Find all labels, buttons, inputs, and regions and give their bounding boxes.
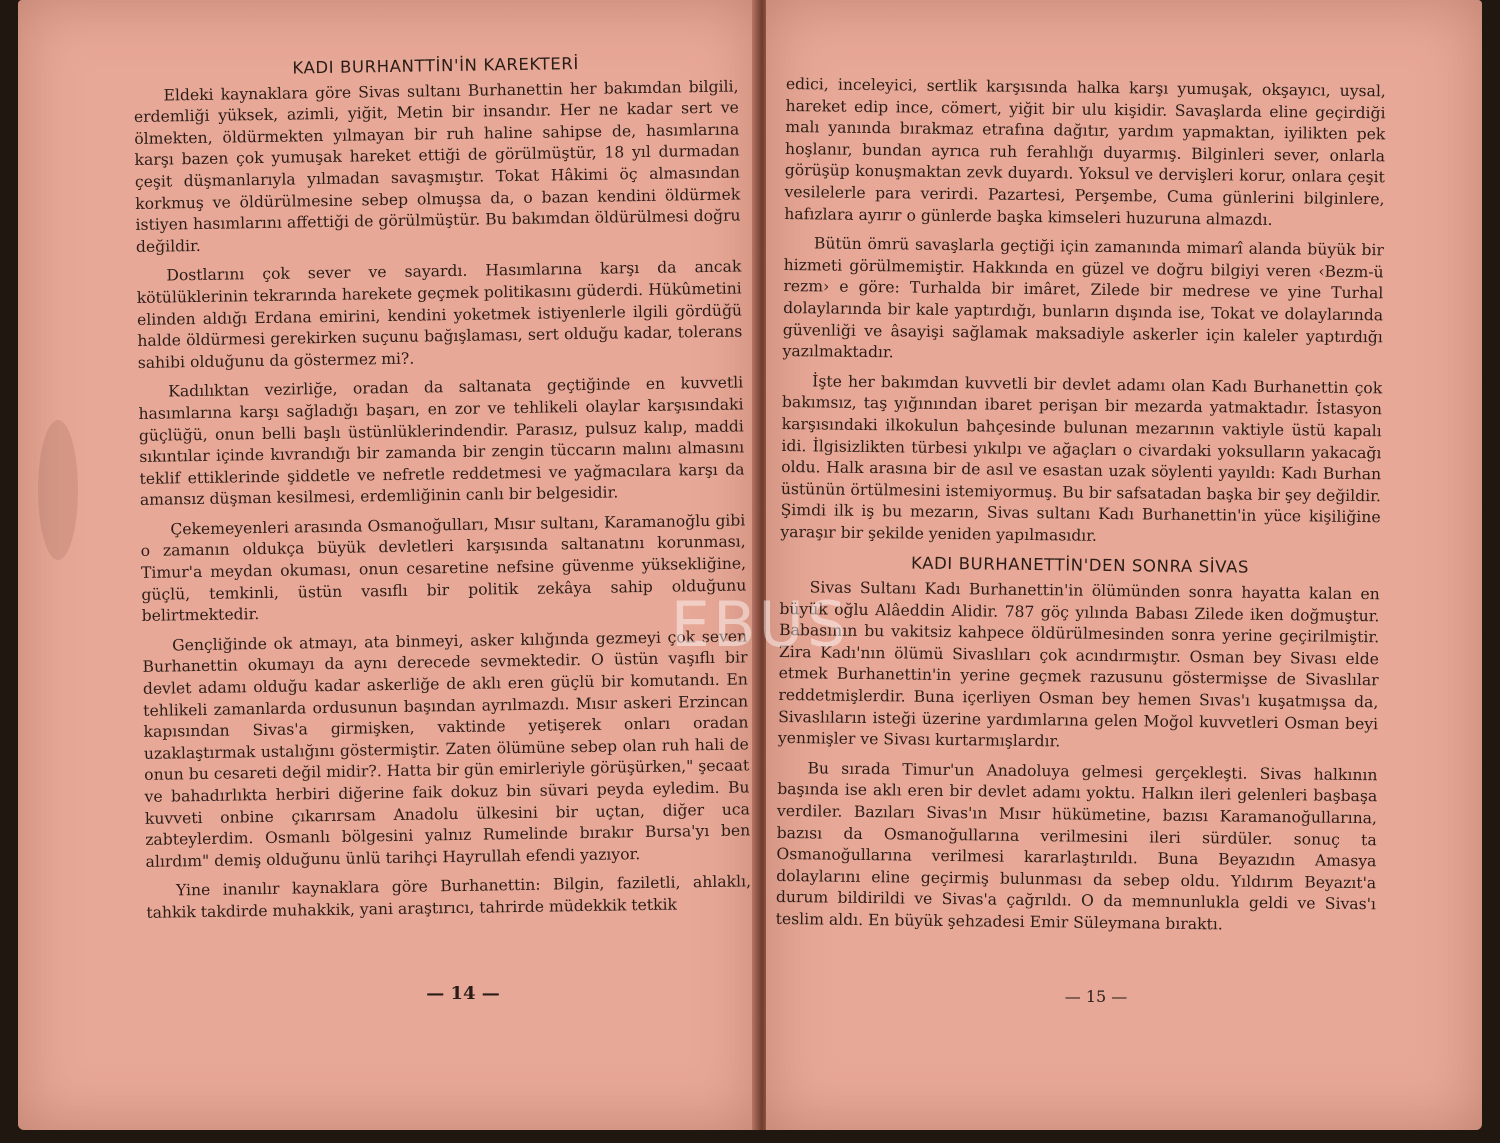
paragraph: Sivas Sultanı Kadı Burhanettin'in ölümünden sonra hayatta kalan en büyük oğlu Alâeddin Alidir. 787 göç yılında Babası Zilede iken doğmuştur. Babasının bu vakitsiz kahpece öldürülmesinden sonra yerine geçirilmiştir. Zira Kadı'nın ölümü Sivaslıları çok acındırmıştır. Osman bey Sivası elde etmek Burhanettin'in yerine geçmek razusunu göstermişse de Sivaslılar reddetmişlerdir. Buna içerliyen Osman bey hemen Sıvas'ı kuşatmışsa da, Sivaslıların isteği üzerine yardımlarına gelen Moğol kuvvetleri Osman beyi yenmişler ve Sivası kurtarmışlardır. — [777, 578, 1380, 751]
paragraph: Bütün ömrü savaşlarla geçtiği için zamanında mimarî alanda büyük bir hizmeti görülmemiştir. Hakkında en güzel ve doğru bilgiyi veren ‹Bezm-ü rezm› e göre: Turhalda bir imâret, Zilede bir medrese ve yine Turhal dolaylarında bir kale yaptırdığı, bunların dışında ise, Tokat ve dolaylarında güvenliği ve âsayişi sağlamak maksadiyle askerler için kaleler yaptırdığı yazılmaktadır. — [782, 234, 1384, 362]
left-page-text — [133, 50, 752, 932]
page-stain — [38, 420, 78, 560]
paragraph: İşte her bakımdan kuvvetli bir devlet adamı olan Kadı Burhanettin çok bakımsız, taş yığınından ibaret perişan bir mezarda yatmaktadır. İstasyon karşısındaki ilkokulun bahçesinde bulunan mezarının vaktiyle üstü kapalı idi. İlgisizlikten türbesi yıkılpı ve ağaçları o civardaki yoksulların yakacağı oldu. Halk arasına bir de asıl ve esastan uzak söylenti yayıldı: Kadı Burhan üstünün örtülmesini istemiyormuş. Bu bir safsatadan başka bir şey değildir. Şimdi ilk iş bu mezarın, Sivas sultanı Kadı Burhanettin'in yüce kişiliğine yaraşır bir şekilde yeniden yapılmasıdır. — [780, 372, 1383, 545]
paragraph: Bu sırada Timur'un Anadoluya gelmesi gerçekleşti. Sivas halkının başında ise aklı eren bir devlet adamı yoktu. Halkın ileri gelenleri başbaşa verdiler. Bazıları Sivas'ın Mısır hükümetine, bazısı Karamanoğullarına, bazısı da Osmanoğullarına verilmesini ileri sürdüler. sonuç ta Osmanoğullarına verilmesi kararlaştırıldı. Buna Beyazıdın Amasya dolaylarını eline geçirmiş bulunması da sebep oldu. Yıldırım Beyazıt'a durum bildirildi ve Sivas'a çağrıldı. O da memnunlukla geldi ve Sivas'ı teslim aldı. En büyük şehzadesi Emir Süleymana bıraktı. — [775, 759, 1378, 934]
page-number: — 14 — — [426, 983, 500, 1004]
paragraph: Gençliğinde ok atmayı, ata binmeyi, asker kılığında gezmeyi çok seven Burhanettin okumayı da aynı derecede sevmektedir. O üstün vaşıflı bir devlet adamı olduğu kadar askerliğe de aklı eren güçlü bir komutandı. En tehlikeli zamanlarda ordusunun başından ayrılmazdı. Mısır askeri Erzincan kapısından Sivas'a girmişken, vaktinde yetişerek onları oradan uzaklaştırmak ustalığını göstermiştir. Zaten ölümüne sebep olan ruh hali de onun bu cesareti değil midir?. Hatta bir gün emirleriyle görüşürken," şecaat ve bahadırlıkta herbiri diğerine faik dokuz bin süvari peyda eyledim. Bu kuvveti onbine çıkarırsam Anadolu ülkesini bir uçtan, diğer uca zabteylerdim. Osmanlı bölgesini yalnız Rumelinde bırakır Bursa'yı ben alırdım" demiş olduğunu ünlü tarihçi Hayrullah efendi yazıyor. — [142, 627, 751, 871]
right-page — [766, 0, 1482, 1130]
paragraph: Çekemeyenleri arasında Osmanoğulları, Mısır sultanı, Karamanoğlu gibi o zamanın oldukça büyük devletleri karşısında saltanatını korunması, Timur'a meydan okuması, onun cesaretine nefsine güvenme yüksekliğine, güçlü, temkinli, üstün vasıflı bir politik zekâya sahip olduğunu belirtmektedir. — [140, 511, 747, 626]
paragraph: Dostlarını çok sever ve sayardı. Hasımlarına karşı da ancak kötülüklerinin tekrarında harekete geçmek politikasını güderdi. Hükûmetini elinden aldığı Erdana emirini, kendini yoketmek istiyenlerle ilgili gördüğü halde öldürmesi gerekirken suçunu bağışlaması, sert olduğu kadar, tolerans sahibi olduğunu da göstermez mi?. — [136, 257, 743, 372]
paragraph: Kadılıktan vezirliğe, oradan da saltanata geçtiğinde en kuvvetli hasımlarına karşı sağladığı başarı, en zor ve tehlikeli olaylar karşısındaki güçlüğü, onun belli başlı üstünlüklerindendir. Parasız, pulsuz kalıp, maddi sıkıntılar içinde kıvrandığı bir zamanda bir zengin tüccarın malını almasını teklif ettiklerinde şiddetle ve nefretle reddetmesi ve yağmacılara karşı da amansız düşman kesilmesi, erdemliğinin canlı bir belgesidir. — [138, 373, 745, 510]
right-page-text — [775, 74, 1386, 946]
left-page-heading: KADI BURHANTTİN'İN KAREKTERİ — [292, 53, 579, 78]
paragraph: Eldeki kaynaklara göre Sivas sultanı Burhanettin her bakımdan bilgili, erdemliği yüksek, azimli, yiğit, Metin bir insandır. Her ne kadar sert ve ölmekten, öldürmekten yılmayan bir ruh haline sahipse de, hasımlarına karşı bazen çok yumuşak hareket ettiği de görülmüştür, 18 yıl durmadan çeşit düşmanlarıyla yılmadan savaşmıştır. Tokat Hâkimi öç almasından korkmuş ve öldürülmesine sebep olmuşsa da, o bazan kendini öldürmek istiyen hasımlarını affettiği de görülmüştür. Bu bakımdan öldürülmesi doğru değildir. — [133, 77, 741, 256]
watermark: EBUS — [670, 588, 850, 661]
left-page — [18, 0, 758, 1130]
paragraph: Yine inanılır kaynaklara göre Burhanettin: Bilgin, faziletli, ahlaklı, tahkik takdirde muhakkik, yani araştırıcı, tahrirde müdekkik tetkik — [146, 872, 752, 922]
page-number: — 15 — — [1064, 987, 1128, 1006]
right-page-heading: KADI BURHANETTİN'DEN SONRA SİVAS — [910, 554, 1250, 578]
paragraph: edici, inceleyici, sertlik karşısında halka karşı yumuşak, okşayıcı, uysal, hareket edip ince, cömert, yiğit bir ulu kişidir. Savaşlarda eline geçirdiği malı yanında bırakmaz etrafına dağıtır, yardım yapmaktan, iyilikten pek hoşlanır, bundan ayrıca ruh ferahlığı duyarmış. Bilginleri sever, onlarla görüşüp konuşmaktan zevk duyardı. Yoksul ve dervişleri korur, onlara çeşit vesilelerle para verirdi. Pazartesi, Perşembe, Cuma günlerini bilginlere, hafızlara ayırır o günlerde başka kimseleri huzuruna almazdı. — [784, 74, 1386, 229]
